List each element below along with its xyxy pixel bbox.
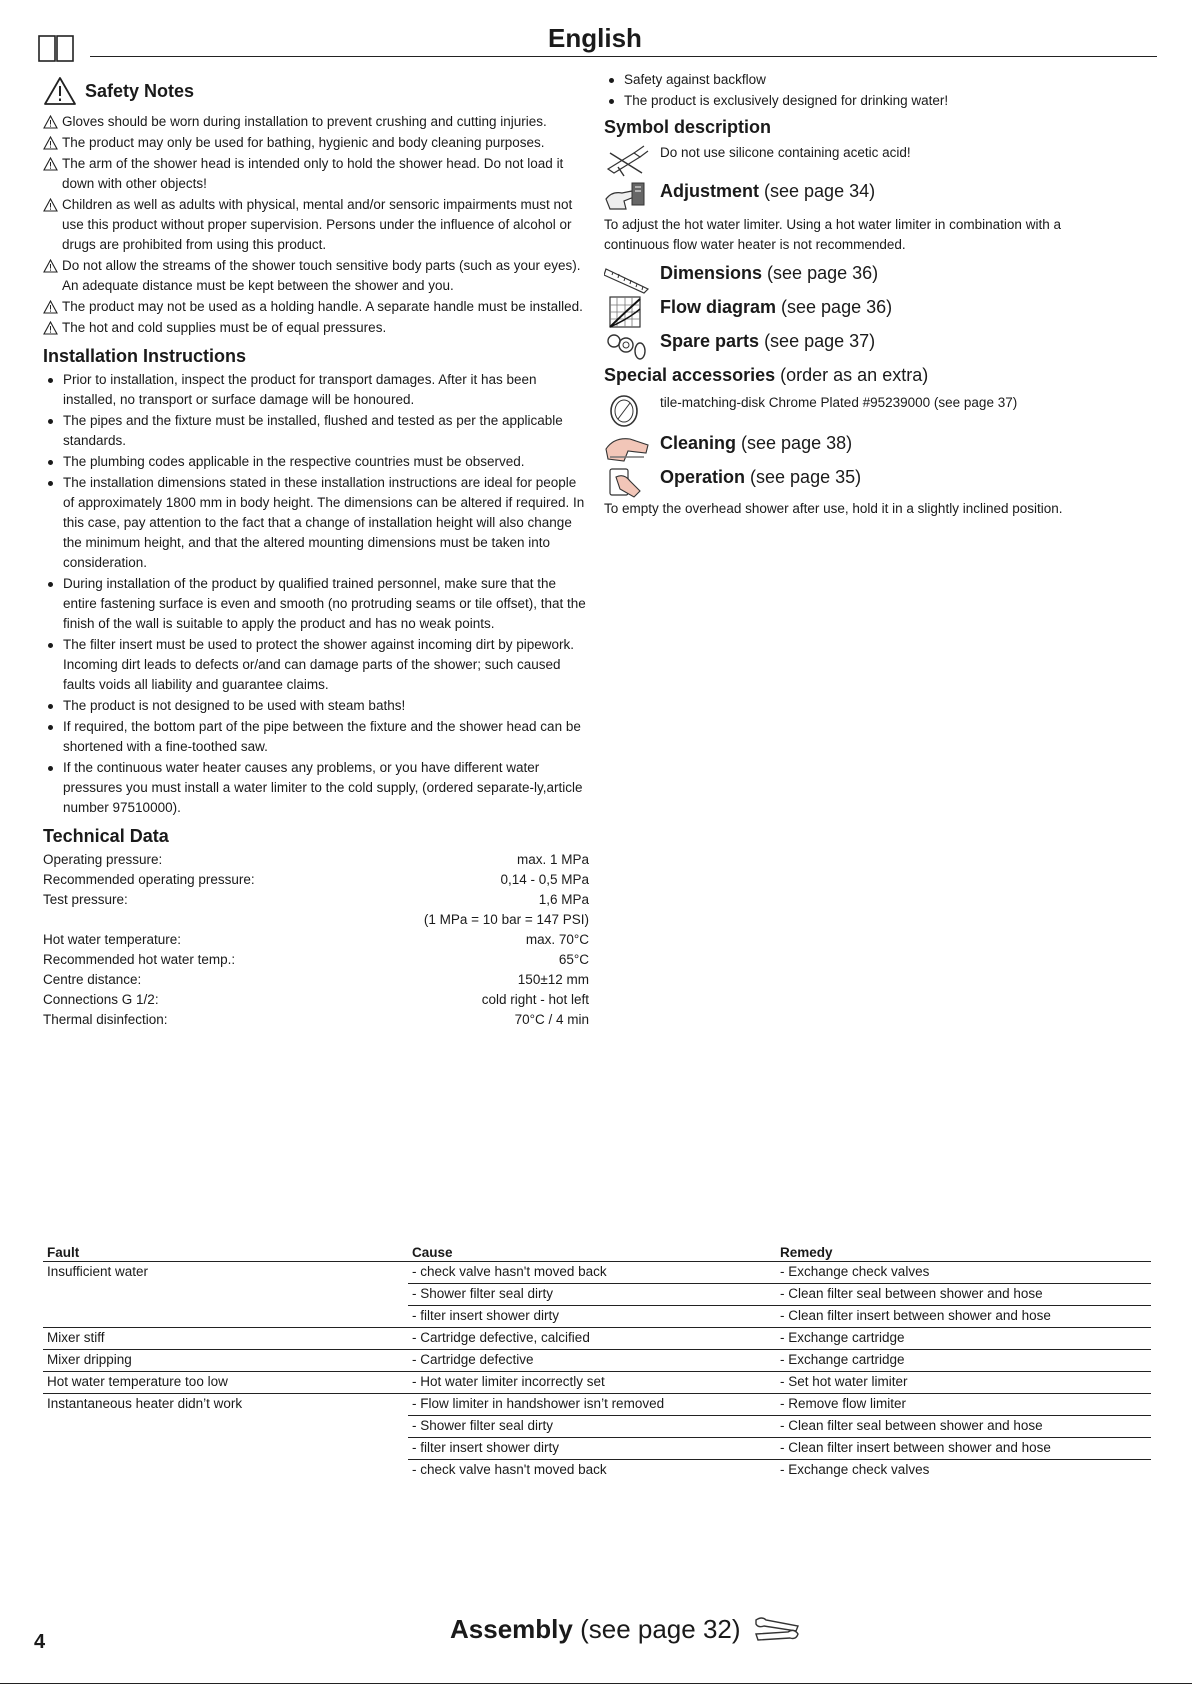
warning-triangle-icon <box>43 259 58 273</box>
ruler-icon <box>604 261 650 295</box>
warning-triangle-icon <box>43 76 77 106</box>
adjustment-title: Adjustment (see page 34) <box>660 181 876 201</box>
operation-description: To empty the overhead shower after use, hold it in a slightly inclined position. <box>604 501 1063 516</box>
table-row: - filter insert shower dirty - Clean filter insert between shower and hose <box>43 1438 1151 1460</box>
safety-notes-list <box>43 112 589 338</box>
operation-hand-icon <box>604 465 650 499</box>
flow-diagram-icon <box>604 295 650 329</box>
table-row: - check valve hasn't moved back - Exchange check valves <box>412 1462 930 1477</box>
tile-disk-row <box>604 393 1114 431</box>
table-row: - Shower filter seal dirty - Clean filter seal between shower and hose <box>43 1284 1151 1306</box>
adjustment-hand-icon <box>604 179 650 213</box>
wrench-icon <box>752 1614 802 1646</box>
header-divider <box>90 56 1157 57</box>
list-item: If the continuous water heater causes any problems, or you have different water pressures you must install a water limiter to the cold supply, (ordered separate-ly,article number 97510000). <box>43 758 589 818</box>
spare-parts-title: Spare parts (see page 37) <box>660 331 876 351</box>
flow-diagram-row <box>604 295 1114 329</box>
cleaning-hand-icon <box>604 431 650 465</box>
warning-triangle-icon <box>43 136 58 150</box>
remedy-column-header: Remedy <box>776 1243 1151 1262</box>
list-item: The installation dimensions stated in these installation instructions are ideal for people of approximately 1800 mm in body height. The dimensions can be altered if required. In this case, pay attention to the fact that a change of installation height will also change the minimum height, and that the altered mounting dimensions must be taken into consideration. <box>43 473 589 573</box>
warning-triangle-icon <box>43 115 58 129</box>
right-column <box>604 70 1114 519</box>
table-row: - Shower filter seal dirty - Clean filter seal between shower and hose <box>43 1416 1151 1438</box>
assembly-title: Assembly (see page 32) <box>450 1614 741 1644</box>
table-row: Instantaneous heater didn’t work - Flow limiter in handshower isn’t removed - Remove flow limiter <box>43 1394 1151 1416</box>
silicone-symbol-row <box>604 143 1114 179</box>
spare-parts-row <box>604 329 1114 363</box>
installation-list <box>43 370 589 818</box>
table-row: - filter insert shower dirty - Clean filter insert between shower and hose <box>43 1306 1151 1328</box>
adjustment-description: To adjust the hot water limiter. Using a hot water limiter in combination with a continuous flow water heater is not recommended. <box>604 217 1061 252</box>
list-item: The product is not designed to be used with steam baths! <box>43 696 589 716</box>
flow-diagram-title: Flow diagram (see page 36) <box>660 297 893 317</box>
book-icon <box>38 33 74 63</box>
silicone-warning-text: Do not use silicone containing acetic acid! <box>660 145 911 160</box>
tile-disk-icon <box>604 393 650 427</box>
list-item: If required, the bottom part of the pipe between the fixture and the shower head can be shortened with a fine-toothed saw. <box>43 717 589 757</box>
fault-column-header: Fault <box>43 1243 408 1262</box>
table-row: Hot water temperature too low - Hot water limiter incorrectly set - Set hot water limiter <box>43 1372 1151 1394</box>
list-item: The filter insert must be used to protect the shower against incoming dirt by pipework. Incoming dirt leads to defects or/and can damage parts of the shower; such caused faults voids all liability and guarantee claims. <box>43 635 589 695</box>
safety-notes-title: Safety Notes <box>85 81 195 101</box>
page-language-title: English <box>548 23 642 53</box>
footer-divider <box>0 1683 1192 1684</box>
left-column <box>43 76 589 1030</box>
tech-row: Recommended operating pressure: 0,14 - 0,5 MPa <box>43 872 589 887</box>
warning-triangle-icon <box>43 198 58 212</box>
product-features-list <box>604 70 1114 111</box>
tech-row: Operating pressure: max. 1 MPa <box>43 852 589 867</box>
safety-note: The hot and cold supplies must be of equal pressures. <box>43 318 589 338</box>
list-item: The plumbing codes applicable in the respective countries must be observed. <box>43 452 589 472</box>
safety-note: Do not allow the streams of the shower touch sensitive body parts (such as your eyes). An adequate distance must be kept between the shower and you. <box>43 256 589 296</box>
list-item: Safety against backflow <box>604 70 1114 90</box>
adjustment-row <box>604 179 1114 213</box>
operation-row <box>604 465 1114 499</box>
page-number: 4 <box>34 1631 46 1653</box>
technical-data-title: Technical Data <box>43 826 169 846</box>
cleaning-title: Cleaning (see page 38) <box>660 433 853 453</box>
list-item: The product is exclusively designed for drinking water! <box>604 91 1114 111</box>
tech-row: Recommended hot water temp.: 65°C <box>43 952 589 967</box>
safety-note: Gloves should be worn during installation to prevent crushing and cutting injuries. <box>43 112 589 132</box>
dimensions-title: Dimensions (see page 36) <box>660 263 879 283</box>
cleaning-row <box>604 431 1114 465</box>
spare-parts-icon <box>604 329 650 363</box>
safety-note: The product may only be used for bathing, hygienic and body cleaning purposes. <box>43 133 589 153</box>
tech-row: Hot water temperature: max. 70°C <box>43 932 589 947</box>
installation-title: Installation Instructions <box>43 346 247 366</box>
symbol-description-title: Symbol description <box>604 117 772 137</box>
table-header-row <box>43 1243 1151 1262</box>
list-item: The pipes and the fixture must be installed, flushed and tested as per the applicable standards. <box>43 411 589 451</box>
special-accessories-title: Special accessories (order as an extra) <box>604 365 929 385</box>
list-item: Prior to installation, inspect the product for transport damages. After it has been installed, no transport or surface damage will be honoured. <box>43 370 589 410</box>
tech-row: Centre distance: 150±12 mm <box>43 972 589 987</box>
list-item: During installation of the product by qualified trained personnel, make sure that the entire fastening surface is even and smooth (no protruding seams or tile offset), that the finish of the wall is suitable to apply the product and has no weak points. <box>43 574 589 634</box>
warning-triangle-icon <box>43 300 58 314</box>
cause-column-header: Cause <box>408 1243 776 1262</box>
silicone-gun-icon <box>604 143 650 177</box>
table-row: Insufficient water - check valve hasn't moved back - Exchange check valves <box>43 1262 1151 1284</box>
table-row: Mixer stiff - Cartridge defective, calcified - Exchange cartridge <box>43 1328 1151 1350</box>
safety-note: The arm of the shower head is intended only to hold the shower head. Do not load it down with other objects! <box>43 154 589 194</box>
tech-row: Test pressure: 1,6 MPa <box>43 892 589 907</box>
dimensions-row <box>604 261 1114 295</box>
tech-row: Connections G 1/2: cold right - hot left <box>43 992 589 1007</box>
tech-row: Thermal disinfection: 70°C / 4 min <box>43 1012 589 1027</box>
operation-title: Operation (see page 35) <box>660 467 862 487</box>
table-row: Mixer dripping - Cartridge defective - Exchange cartridge <box>43 1350 1151 1372</box>
safety-note: Children as well as adults with physical, mental and/or sensoric impairments must not use this product without proper supervision. Persons under the influence of alcohol or drugs are prohibited from using this product. <box>43 195 589 255</box>
safety-note: The product may not be used as a holding handle. A separate handle must be installed. <box>43 297 589 317</box>
fault-table <box>43 1243 1151 1481</box>
warning-triangle-icon <box>43 157 58 171</box>
technical-data-table <box>43 850 589 1030</box>
warning-triangle-icon <box>43 321 58 335</box>
tile-disk-text: tile-matching-disk Chrome Plated #95239000 (see page 37) <box>660 395 1018 410</box>
safety-notes-heading <box>43 76 589 106</box>
tech-row: (1 MPa = 10 bar = 147 PSI) <box>423 912 589 927</box>
